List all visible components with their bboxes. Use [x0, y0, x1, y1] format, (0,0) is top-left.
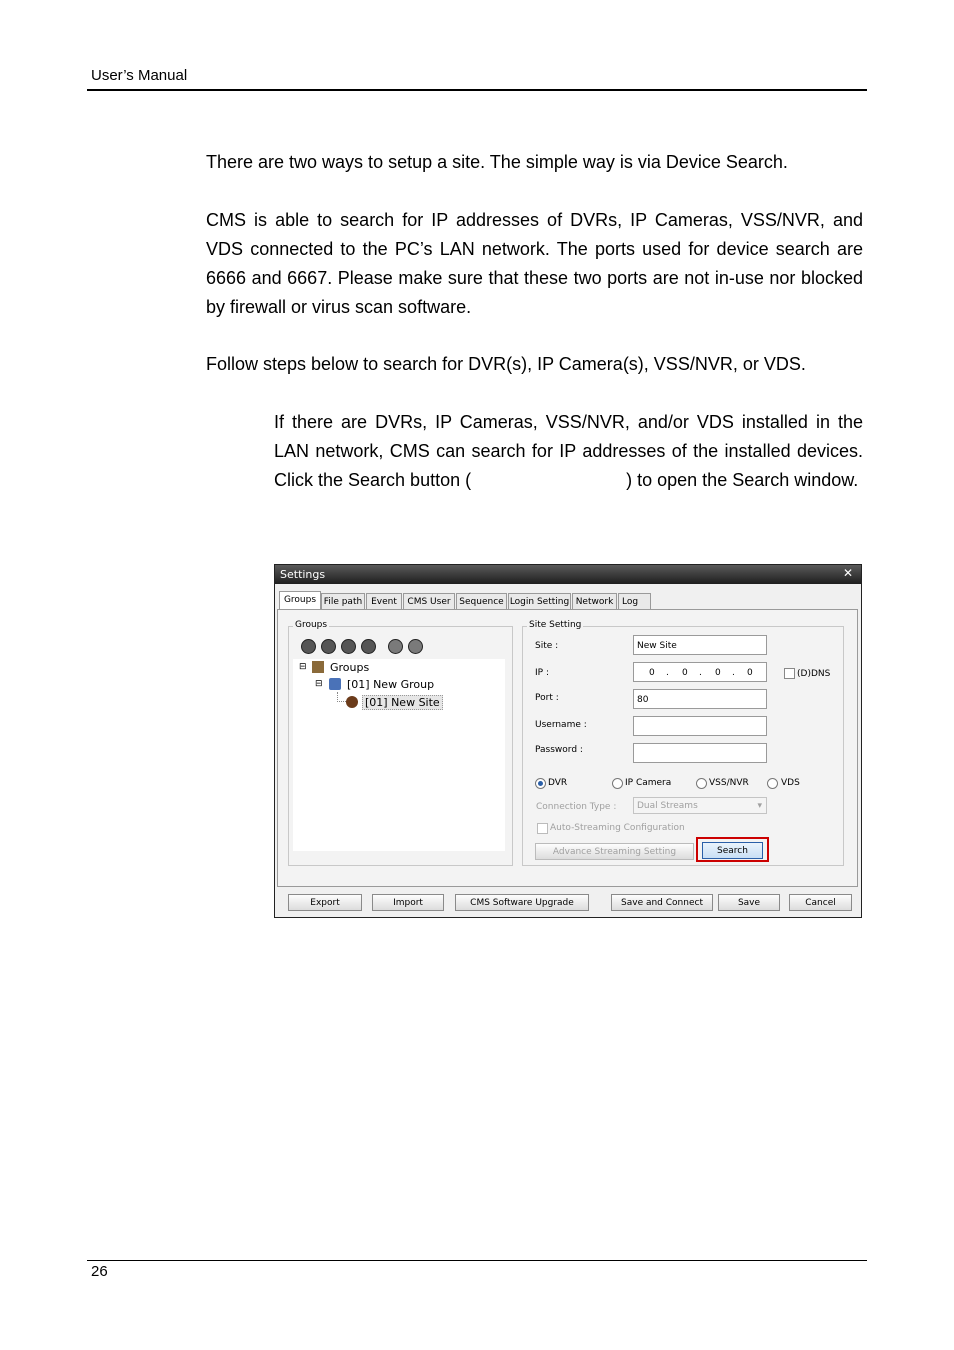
collapse-icon[interactable]: ⊟	[315, 679, 323, 689]
groups-tab-panel	[277, 609, 858, 887]
paragraph-intro: There are two ways to setup a site. The simple way is via Device Search.	[206, 152, 788, 172]
radio-ip-camera[interactable]	[612, 778, 623, 789]
tree-root-groups[interactable]: Groups	[330, 661, 370, 674]
radio-vss-nvr[interactable]	[696, 778, 707, 789]
settings-dialog	[274, 564, 862, 918]
connection-type-select[interactable]	[633, 797, 767, 814]
tree-group-item[interactable]: [01] New Group	[347, 678, 435, 691]
port-field-label: Port :	[535, 693, 559, 703]
ddns-checkbox[interactable]	[784, 668, 795, 679]
add-site-icon[interactable]	[341, 639, 356, 654]
edit-group-icon[interactable]	[321, 639, 336, 654]
tab-network[interactable]: Network	[572, 593, 617, 610]
save-button[interactable]: Save	[718, 894, 780, 911]
tree-connector	[337, 692, 346, 702]
ip-field-label: IP :	[535, 668, 549, 678]
ip-octet-3: 0	[715, 668, 721, 678]
tab-file-path[interactable]: File path	[321, 593, 365, 610]
import-button[interactable]: Import	[372, 894, 444, 911]
cms-upgrade-button[interactable]: CMS Software Upgrade	[455, 894, 589, 911]
search-button[interactable]: Search	[702, 842, 763, 859]
tree-site-item[interactable]: [01] New Site	[362, 695, 443, 710]
cancel-button[interactable]: Cancel	[789, 894, 852, 911]
paragraph-steps: Follow steps below to search for DVR(s), IP Camera(s), VSS/NVR, or VDS.	[206, 354, 806, 374]
site-setting-groupbox	[522, 620, 844, 866]
groups-label: Groups	[295, 620, 328, 630]
running-header: User’s Manual	[91, 67, 188, 84]
header-rule	[87, 89, 867, 91]
radio-vss-nvr-label: VSS/NVR	[709, 778, 749, 788]
remove-site-icon[interactable]	[408, 639, 423, 654]
ip-input[interactable]	[633, 662, 767, 682]
username-input[interactable]	[633, 716, 767, 736]
ip-dot: .	[666, 668, 669, 678]
close-icon[interactable]: ✕	[842, 566, 853, 580]
save-and-connect-button[interactable]: Save and Connect	[611, 894, 713, 911]
connection-type-value: Dual Streams	[637, 801, 698, 811]
advance-streaming-button[interactable]: Advance Streaming Setting	[535, 843, 694, 860]
groups-groupbox	[288, 620, 513, 866]
tab-log[interactable]: Log	[618, 593, 651, 609]
radio-vds-label: VDS	[781, 778, 800, 788]
tab-login-setting[interactable]: Login Setting	[508, 593, 571, 610]
footer-rule	[87, 1260, 867, 1261]
tab-cms-user[interactable]: CMS User	[403, 593, 455, 610]
page-number: 26	[91, 1263, 108, 1280]
auto-streaming-checkbox[interactable]	[537, 823, 548, 834]
ip-dot: .	[699, 668, 702, 678]
password-input[interactable]	[633, 743, 767, 763]
tab-groups[interactable]: Groups	[279, 591, 321, 611]
auto-streaming-label: Auto-Streaming Configuration	[550, 823, 685, 833]
dialog-titlebar	[275, 565, 861, 584]
site-field-label: Site :	[535, 641, 559, 651]
add-group-icon[interactable]	[301, 639, 316, 654]
groups-folder-icon	[312, 661, 324, 673]
group-icon	[329, 678, 341, 690]
radio-vds[interactable]	[767, 778, 778, 789]
site-name-input[interactable]: New Site	[633, 635, 767, 655]
password-field-label: Password :	[535, 745, 583, 755]
site-icon	[346, 696, 358, 708]
connection-type-label: Connection Type :	[536, 802, 617, 812]
chevron-down-icon: ▾	[757, 801, 762, 811]
export-button[interactable]: Export	[288, 894, 362, 911]
collapse-icon[interactable]: ⊟	[299, 662, 307, 672]
ip-octet-4: 0	[747, 668, 753, 678]
port-input[interactable]: 80	[633, 689, 767, 709]
import-site-icon[interactable]	[388, 639, 403, 654]
ip-octet-1: 0	[649, 668, 655, 678]
groups-tree	[293, 659, 505, 851]
ip-octet-2: 0	[682, 668, 688, 678]
paragraph-step-search: If there are DVRs, IP Cameras, VSS/NVR, and/or VDS installed in the LAN network, CMS can search for IP addresses of the installed devices. Click the Search button ( ) to open the Search window.	[274, 412, 869, 490]
radio-dvr[interactable]	[535, 778, 546, 789]
ip-dot: .	[732, 668, 735, 678]
ddns-label: (D)DNS	[797, 669, 831, 679]
dialog-title: Settings	[280, 568, 326, 581]
search-highlight	[696, 837, 769, 862]
site-setting-label: Site Setting	[529, 620, 582, 630]
tab-event[interactable]: Event	[366, 593, 402, 610]
radio-ip-camera-label: IP Camera	[625, 778, 672, 788]
tab-sequence[interactable]: Sequence	[456, 593, 507, 610]
radio-dvr-label: DVR	[548, 778, 568, 788]
paragraph-search-info: CMS is able to search for IP addresses of DVRs, IP Cameras, VSS/NVR, and VDS connected to the PC’s LAN network. The ports used for device search are 6666 and 6667. Please make sure that these two ports are not in-use nor blocked by firewall or virus scan software.	[206, 210, 863, 317]
username-field-label: Username :	[535, 720, 587, 730]
edit-site-icon[interactable]	[361, 639, 376, 654]
